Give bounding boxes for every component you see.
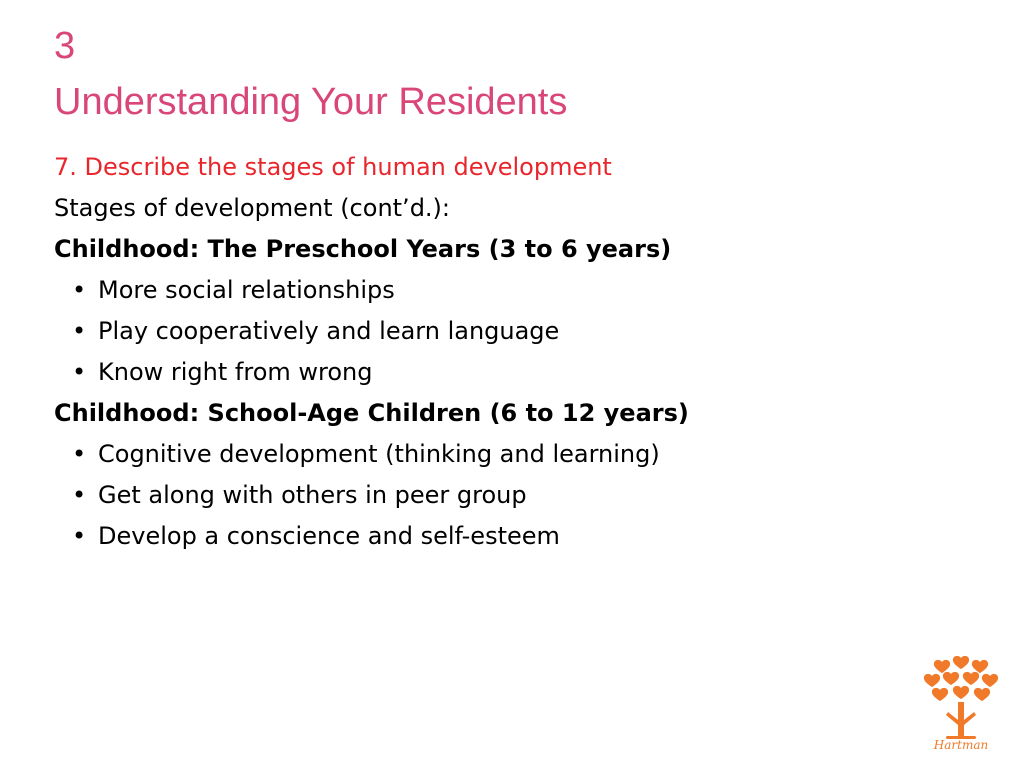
- list-item: • Develop a conscience and self-esteem: [54, 516, 994, 557]
- bullet-list-preschool: [54, 270, 994, 393]
- learning-objective: 7. Describe the stages of human development: [54, 153, 612, 181]
- list-item: • More social relationships: [54, 270, 994, 311]
- list-item: • Know right from wrong: [54, 352, 994, 393]
- chapter-number: 3: [54, 25, 76, 67]
- bullet-list-school-age: [54, 434, 994, 557]
- section-heading-preschool: Childhood: The Preschool Years (3 to 6 years): [54, 235, 672, 263]
- list-item: • Get along with others in peer group: [54, 475, 994, 516]
- list-item: • Cognitive development (thinking and learning): [54, 434, 994, 475]
- list-item: • Play cooperatively and learn language: [54, 311, 994, 352]
- brand-logo-text: Hartman: [933, 738, 989, 752]
- bullet-icon: •: [72, 481, 87, 509]
- bullet-icon: •: [72, 522, 87, 550]
- chapter-title: Understanding Your Residents: [54, 81, 568, 123]
- section-heading-school-age: Childhood: School-Age Children (6 to 12 years): [54, 399, 689, 427]
- bullet-icon: •: [72, 358, 87, 386]
- bullet-icon: •: [72, 317, 87, 345]
- bullet-icon: •: [72, 276, 87, 304]
- bullet-icon: •: [72, 440, 87, 468]
- slide-body: [54, 147, 994, 557]
- intro-text: Stages of development (cont’d.):: [54, 194, 450, 222]
